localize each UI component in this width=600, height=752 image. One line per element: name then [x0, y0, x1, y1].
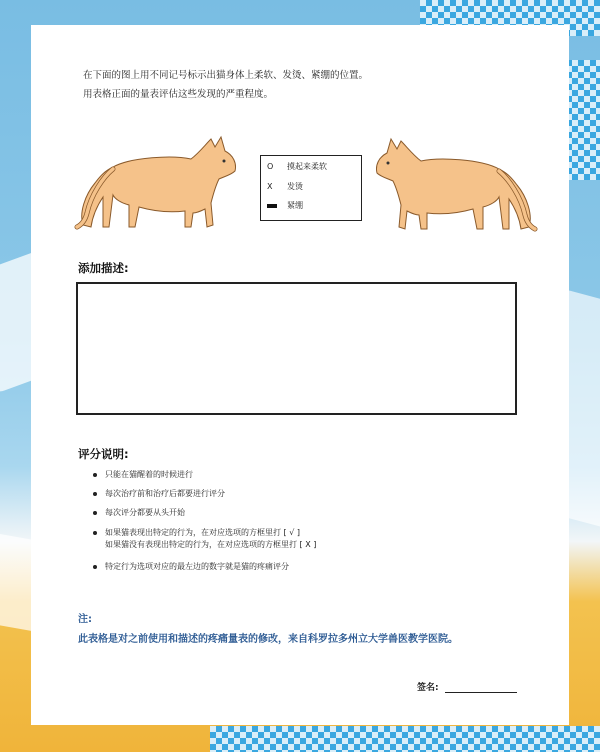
list-item	[93, 527, 316, 551]
form-page	[31, 25, 569, 725]
note-text: 此表格是对之前使用和描述的疼痛量表的修改，来自科罗拉多州立大学兽医教学医院。	[78, 634, 458, 645]
list-item	[93, 488, 225, 500]
list-item	[93, 507, 185, 519]
cat-body-map-left-icon[interactable]	[73, 133, 243, 233]
list-item-text: 每次治疗前和治疗后都要进行评分	[105, 489, 225, 498]
note-title: 注:	[78, 614, 92, 625]
description-textarea[interactable]	[76, 282, 517, 415]
list-item-text: 如果猫表现出特定的行为，在对应选项的方框里打 [ √ ]	[105, 528, 300, 537]
bullet-icon	[93, 565, 97, 569]
legend-hot-symbol: X	[267, 182, 273, 191]
instructions	[83, 66, 368, 104]
bullet-icon	[93, 531, 97, 535]
signature-label: 签名:	[417, 683, 439, 693]
legend-hot	[267, 180, 303, 194]
scoring-title: 评分说明:	[78, 447, 129, 461]
legend-soft-label: 摸起来柔软	[287, 162, 327, 171]
instruction-line: 用表格正面的量表评估这些发现的严重程度。	[83, 89, 274, 100]
background-checker-pattern	[210, 726, 600, 752]
legend-soft	[267, 160, 327, 174]
legend-box	[260, 155, 362, 221]
cat-body-map-right-icon[interactable]	[368, 135, 540, 235]
bullet-icon	[93, 511, 97, 515]
legend-tense-bar-icon	[267, 204, 277, 208]
list-item-text: 特定行为选项对应的最左边的数字就是猫的疼痛评分	[105, 562, 289, 571]
legend-soft-symbol: O	[267, 162, 274, 171]
bullet-icon	[93, 492, 97, 496]
signature-line[interactable]	[445, 683, 517, 693]
list-item-text: 每次评分都要从头开始	[105, 508, 185, 517]
list-item	[93, 561, 289, 573]
list-item-text: 只能在猫醒着的时候进行	[105, 470, 193, 479]
signature-field[interactable]	[417, 680, 517, 693]
description-title: 添加描述:	[78, 261, 129, 275]
list-item-text: 如果猫没有表现出特定的行为，在对应选项的方框里打 [ X ]	[105, 540, 317, 549]
instruction-line: 在下面的图上用不同记号标示出猫身体上柔软、发烫、紧绷的位置。	[83, 70, 369, 81]
legend-hot-label: 发烫	[287, 182, 303, 191]
legend-tense	[267, 199, 303, 213]
bullet-icon	[93, 473, 97, 477]
legend-tense-label: 紧绷	[287, 201, 303, 210]
list-item	[93, 469, 193, 481]
